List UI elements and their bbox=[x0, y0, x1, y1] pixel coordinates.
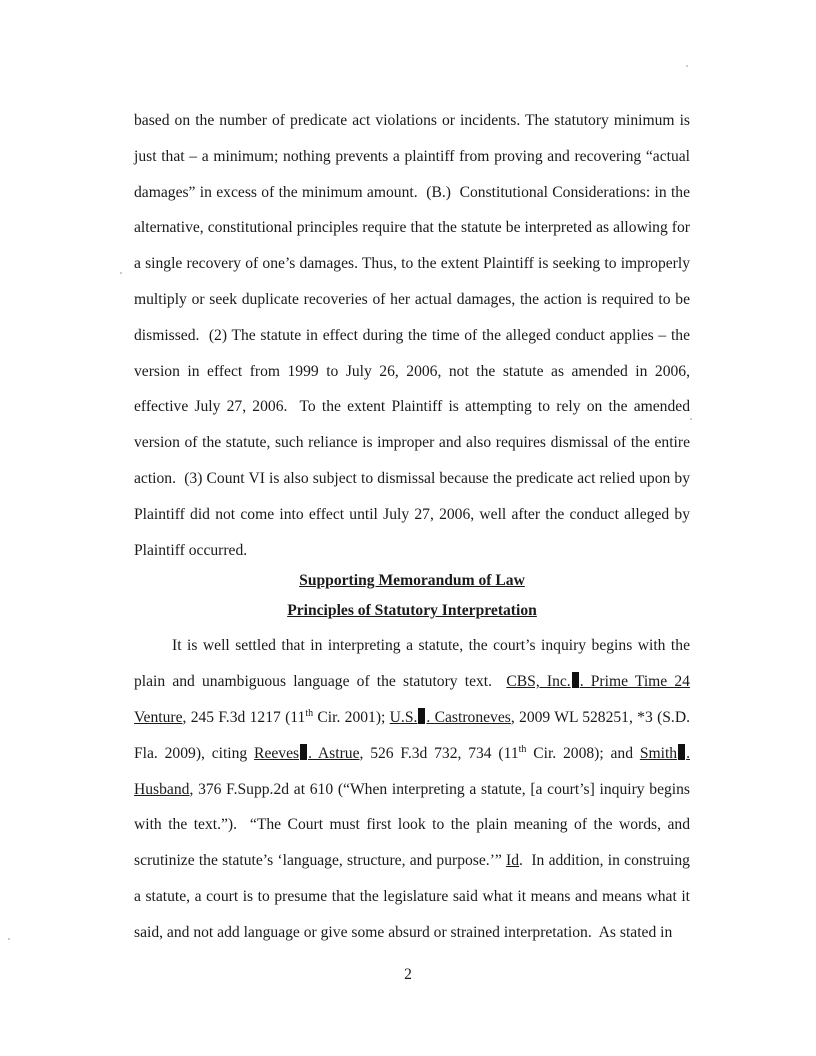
text-run: . In addition, in construing a statute, a court is to presume that the legislature said what it means and means what it said, and not add language or give some absurd or strained interpretation. As stated in bbox=[134, 852, 690, 941]
text-run: , 245 F.3d 1217 (11 bbox=[182, 708, 306, 726]
text-run: , 526 F.3d 732, 734 (11 bbox=[359, 744, 519, 762]
citation-reeves: Reeves . Astrue bbox=[254, 744, 360, 762]
text-run: Cir. 2001); bbox=[313, 708, 390, 726]
redaction-mark bbox=[572, 672, 579, 688]
citation-cbs: CBS, Inc. . Prime Time 24 Venture bbox=[134, 673, 690, 726]
paragraph-statutory-interpretation bbox=[134, 628, 690, 950]
paragraph-continuation: based on the number of predicate act violations or incidents. The statutory minimum is just that – a minimum; nothing prevents a plaintiff from proving and recovering “actual damages” in excess of the minimum amount. (B.) Constitutional Considerations: in the alternative, constitutional principles require that the statute be interpreted as allowing for a single recovery of one’s damages. Thus, to the extent Plaintiff is seeking to improperly multiply or seek duplicate recoveries of her actual damages, the action is required to be dismissed. (2) The statute in effect during the time of the alleged conduct applies – the version in effect from 1999 to July 26, 2006, not the statute as amended in 2006, effective July 27, 2006. To the extent Plaintiff is attempting to rely on the amended version of the statute, such reliance is improper and also requires dismissal of the entire action. (3) Count VI is also subject to dismissal because the predicate act relied upon by Plaintiff did not come into effect until July 27, 2006, well after the conduct alleged by Plaintiff occurred. bbox=[134, 112, 690, 559]
page-number: 2 bbox=[404, 966, 412, 983]
citation-smith: Smith . Husband bbox=[134, 744, 690, 798]
scan-speck bbox=[686, 65, 688, 67]
scan-speck bbox=[8, 938, 10, 940]
text-run: , 376 F.Supp.2d at 610 (“When interpreting a statute, [a court’s] inquiry begins with the text.”). “The Court must first look to the plain meaning of the words, and scrutinize the statute’s ‘language, structure, and purpose.’” bbox=[134, 780, 690, 870]
subsection-heading: Principles of Statutory Interpretation bbox=[287, 602, 537, 620]
text-run: , 2009 WL 528251, *3 (S.D. Fla. 2009), citing bbox=[134, 708, 690, 762]
text-run: It is well settled that in interpreting a statute, the court’s inquiry begins with the plain and unambiguous language of the statutory text. bbox=[134, 637, 690, 691]
redaction-mark bbox=[418, 708, 425, 724]
scan-speck bbox=[120, 272, 122, 274]
redaction-mark bbox=[300, 744, 307, 760]
superscript: th bbox=[518, 743, 527, 755]
redaction-mark bbox=[678, 744, 685, 760]
document-body bbox=[134, 103, 690, 951]
citation-id: Id bbox=[506, 852, 520, 870]
superscript: th bbox=[305, 707, 314, 719]
section-heading: Supporting Memorandum of Law bbox=[299, 572, 525, 590]
text-run: Cir. 2008); and bbox=[526, 744, 640, 762]
scan-speck bbox=[690, 418, 692, 420]
citation-us: U.S. . Castroneves bbox=[389, 708, 511, 726]
